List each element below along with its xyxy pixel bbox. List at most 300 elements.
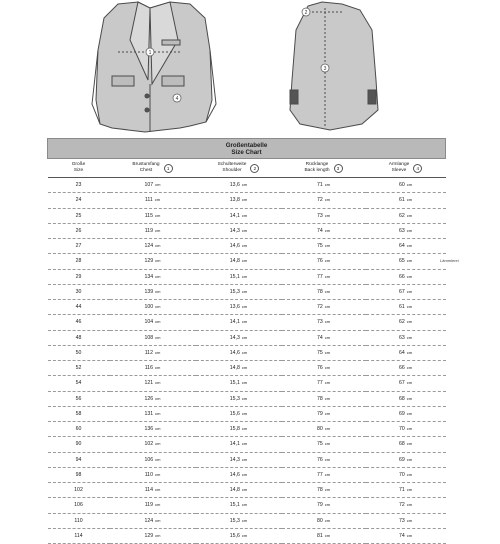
column-label-en: Size xyxy=(73,168,84,173)
cell-value: 46 xyxy=(75,319,82,326)
unit-label: cm xyxy=(155,380,161,386)
unit-label: cm xyxy=(241,471,248,477)
cell-value: 134 xyxy=(144,273,154,280)
table-cell xyxy=(48,437,110,452)
cell-value: 74 xyxy=(398,532,405,539)
table-cell xyxy=(282,361,366,376)
unit-label: cm xyxy=(155,288,161,294)
unit-label: cm xyxy=(406,532,413,538)
table-row xyxy=(48,223,446,238)
table-cell xyxy=(366,315,446,330)
unit-label: cm xyxy=(324,273,331,279)
table-cell xyxy=(48,284,110,299)
cell-value: 66 xyxy=(398,273,405,280)
table-cell xyxy=(110,254,196,269)
table-cell xyxy=(282,467,366,482)
unit-label: cm xyxy=(155,273,161,279)
cell-value: 124 xyxy=(144,517,154,524)
table-cell xyxy=(282,284,366,299)
unit-label: cm xyxy=(406,182,413,188)
unit-label: cm xyxy=(241,304,248,310)
column-label-de: Rücklange xyxy=(305,162,329,168)
cell-value: 75 xyxy=(316,349,323,356)
table-row xyxy=(48,178,446,193)
cell-value: 68 xyxy=(398,395,405,402)
column-header-2 xyxy=(196,159,282,178)
unit-label: cm xyxy=(154,227,161,233)
unit-label: cm xyxy=(324,243,331,249)
cell-value: 106 xyxy=(74,502,83,509)
table-cell xyxy=(282,391,366,406)
unit-label: cm xyxy=(406,395,413,401)
cell-value: 14,3 xyxy=(229,334,240,341)
cell-value: 110 xyxy=(144,471,153,478)
column-header-label xyxy=(389,162,410,173)
unit-label: cm xyxy=(406,410,413,416)
table-cell xyxy=(366,483,446,498)
unit-label: cm xyxy=(155,319,161,325)
table-cell xyxy=(110,528,196,543)
table-cell xyxy=(282,208,366,223)
table-cell xyxy=(366,437,446,452)
table-cell xyxy=(196,178,282,193)
unit-label: cm xyxy=(324,380,331,386)
cell-value: 14,6 xyxy=(229,471,240,478)
cell-value: 124 xyxy=(144,243,154,250)
cell-value: 13,6 xyxy=(229,182,240,189)
table-row xyxy=(48,254,446,269)
cell-value: 67 xyxy=(398,380,405,387)
unit-label: cm xyxy=(155,243,161,249)
unit-label: cm xyxy=(241,258,248,264)
table-cell xyxy=(196,376,282,391)
unit-label: cm xyxy=(324,334,331,340)
title-en: Size Chart xyxy=(231,148,262,156)
unit-label: cm xyxy=(155,441,161,447)
table-cell xyxy=(110,437,196,452)
table-cell xyxy=(282,345,366,360)
cell-value: 126 xyxy=(144,395,154,402)
table-cell xyxy=(48,376,110,391)
unit-label: cm xyxy=(406,426,413,432)
table-cell xyxy=(282,376,366,391)
column-header-label xyxy=(218,162,247,173)
unit-label: cm xyxy=(241,273,248,279)
cell-value: 72 xyxy=(316,197,323,204)
unit-label: cm xyxy=(241,182,248,188)
column-header-label xyxy=(304,162,329,173)
cell-value: 28 xyxy=(75,258,82,265)
table-row xyxy=(48,406,446,421)
unit-label: cm xyxy=(241,410,248,416)
unit-label: cm xyxy=(154,502,161,508)
table-row xyxy=(48,498,446,513)
unit-label: cm xyxy=(241,426,248,432)
table-cell xyxy=(366,467,446,482)
table-cell xyxy=(282,330,366,345)
table-cell xyxy=(48,300,110,315)
cell-value: 14,8 xyxy=(229,258,240,265)
cell-value: 76 xyxy=(316,456,323,463)
cell-value: 13,6 xyxy=(229,304,240,311)
cell-value: 106 xyxy=(144,456,154,463)
table-cell xyxy=(282,178,366,193)
table-cell xyxy=(48,513,110,528)
cell-value: 54 xyxy=(75,380,82,387)
unit-label: cm xyxy=(241,365,248,371)
cell-value: 60 xyxy=(398,182,405,189)
cell-value: 114 xyxy=(144,487,153,494)
table-cell xyxy=(196,223,282,238)
unit-label: cm xyxy=(241,349,248,355)
table-cell xyxy=(282,452,366,467)
cell-value: 72 xyxy=(398,502,405,509)
table-cell xyxy=(196,437,282,452)
unit-label: cm xyxy=(155,517,161,523)
table-cell xyxy=(196,391,282,406)
table-row xyxy=(48,284,446,299)
table-row xyxy=(48,391,446,406)
unit-label: cm xyxy=(406,502,413,508)
table-cell xyxy=(110,178,196,193)
table-cell xyxy=(110,223,196,238)
unit-label: cm xyxy=(155,258,161,264)
cell-value: 114 xyxy=(74,532,83,539)
cell-value: 15,6 xyxy=(229,532,240,539)
cell-value: 71 xyxy=(316,182,323,189)
cell-value: 80 xyxy=(316,426,323,433)
table-cell xyxy=(48,223,110,238)
unit-label: cm xyxy=(324,212,331,218)
unit-label: cm xyxy=(241,441,248,447)
cell-value: 67 xyxy=(398,288,405,295)
unit-label: cm xyxy=(324,304,331,310)
side-note: Lämmlerei xyxy=(440,258,459,263)
cell-value: 78 xyxy=(316,288,323,295)
unit-label: cm xyxy=(406,456,413,462)
unit-label: cm xyxy=(406,349,413,355)
svg-text:1: 1 xyxy=(148,50,152,56)
cell-value: 64 xyxy=(398,243,405,250)
unit-label: cm xyxy=(155,456,161,462)
table-cell xyxy=(48,452,110,467)
unit-label: cm xyxy=(154,471,161,477)
column-header-4 xyxy=(366,159,446,178)
cell-value: 94 xyxy=(75,456,82,463)
cell-value: 15,1 xyxy=(229,273,240,280)
unit-label: cm xyxy=(406,212,413,218)
svg-text:4: 4 xyxy=(175,96,179,102)
cell-value: 111 xyxy=(144,197,153,204)
jacket-illustration xyxy=(0,0,500,140)
cell-value: 58 xyxy=(75,410,82,417)
unit-label: cm xyxy=(406,288,413,294)
cell-value: 73 xyxy=(316,212,323,219)
unit-label: cm xyxy=(406,273,413,279)
table-cell xyxy=(48,391,110,406)
table-cell xyxy=(110,498,196,513)
column-label-en: Sleeve xyxy=(391,168,407,173)
front-marker-4 xyxy=(173,94,181,102)
cell-value: 73 xyxy=(316,319,323,326)
cell-value: 15,8 xyxy=(229,426,240,433)
table-cell xyxy=(110,406,196,421)
cell-value: 79 xyxy=(316,410,323,417)
unit-label: cm xyxy=(155,304,161,310)
table-cell xyxy=(48,498,110,513)
table-cell xyxy=(196,452,282,467)
table-cell xyxy=(110,208,196,223)
column-label-en: Chest xyxy=(139,168,153,173)
table-cell xyxy=(48,467,110,482)
size-chart-title xyxy=(48,139,446,159)
table-cell xyxy=(282,513,366,528)
unit-label: cm xyxy=(324,410,331,416)
cell-value: 76 xyxy=(316,258,323,265)
cell-value: 108 xyxy=(144,334,154,341)
column-header-3 xyxy=(282,159,366,178)
cell-value: 44 xyxy=(75,304,82,311)
cell-value: 77 xyxy=(316,273,323,280)
table-cell xyxy=(110,239,196,254)
unit-label: cm xyxy=(406,334,413,340)
table-cell xyxy=(48,330,110,345)
size-chart-table xyxy=(47,138,446,544)
column-label-de: Brustumfang xyxy=(132,162,160,168)
table-cell xyxy=(366,391,446,406)
cell-value: 102 xyxy=(144,441,154,448)
size-rows xyxy=(48,178,446,544)
table-cell xyxy=(196,208,282,223)
table-cell xyxy=(366,406,446,421)
table-row xyxy=(48,361,446,376)
table-cell xyxy=(48,406,110,421)
cell-value: 79 xyxy=(316,502,323,509)
unit-label: cm xyxy=(324,258,331,264)
cell-value: 78 xyxy=(316,395,323,402)
cell-value: 24 xyxy=(75,197,82,204)
table-cell xyxy=(110,284,196,299)
cell-value: 104 xyxy=(144,319,154,326)
cell-value: 48 xyxy=(75,334,82,341)
cell-value: 14,6 xyxy=(229,349,240,356)
table-cell xyxy=(282,193,366,208)
unit-label: cm xyxy=(406,258,413,264)
cell-value: 66 xyxy=(398,365,405,372)
cell-value: 25 xyxy=(75,212,82,219)
cell-value: 116 xyxy=(144,365,153,372)
table-row xyxy=(48,422,446,437)
table-cell xyxy=(282,254,366,269)
table-cell xyxy=(196,269,282,284)
unit-label: cm xyxy=(241,456,248,462)
unit-label: cm xyxy=(324,349,331,355)
unit-label: cm xyxy=(241,334,248,340)
cell-value: 90 xyxy=(75,441,82,448)
cell-value: 78 xyxy=(316,487,323,494)
table-cell xyxy=(282,223,366,238)
table-cell xyxy=(282,437,366,452)
cell-value: 121 xyxy=(144,380,154,387)
unit-label: cm xyxy=(241,395,248,401)
unit-label: cm xyxy=(324,227,331,233)
jacket-back-drawing xyxy=(290,2,378,130)
table-cell xyxy=(366,178,446,193)
unit-label: cm xyxy=(406,319,413,325)
cell-value: 80 xyxy=(316,517,323,524)
unit-label: cm xyxy=(406,380,413,386)
table-cell xyxy=(366,254,446,269)
unit-label: cm xyxy=(324,456,331,462)
cell-value: 129 xyxy=(144,258,154,265)
unit-label: cm xyxy=(324,517,331,523)
table-cell xyxy=(366,208,446,223)
table-row xyxy=(48,376,446,391)
cell-value: 14,8 xyxy=(229,487,240,494)
table-cell xyxy=(110,330,196,345)
cell-value: 102 xyxy=(74,487,83,494)
cell-value: 81 xyxy=(316,532,323,539)
cell-value: 72 xyxy=(316,304,323,311)
cell-value: 63 xyxy=(398,227,405,234)
unit-label: cm xyxy=(241,243,248,249)
cell-value: 14,1 xyxy=(229,212,240,219)
unit-label: cm xyxy=(155,182,161,188)
cell-value: 131 xyxy=(144,410,154,417)
table-cell xyxy=(48,528,110,543)
table-row xyxy=(48,300,446,315)
unit-label: cm xyxy=(241,227,248,233)
cell-value: 71 xyxy=(398,487,405,494)
table-cell xyxy=(48,483,110,498)
table-cell xyxy=(110,300,196,315)
column-header-label xyxy=(72,162,86,173)
table-row xyxy=(48,437,446,452)
table-cell xyxy=(196,528,282,543)
column-label-de: Große xyxy=(71,162,86,168)
unit-label: cm xyxy=(406,304,413,310)
cell-value: 14,1 xyxy=(229,319,240,326)
table-row xyxy=(48,315,446,330)
table-cell xyxy=(196,406,282,421)
cell-value: 74 xyxy=(316,227,323,234)
cell-value: 129 xyxy=(144,532,154,539)
table-cell xyxy=(282,315,366,330)
cell-value: 75 xyxy=(316,441,323,448)
column-header-0 xyxy=(48,159,110,178)
table-cell xyxy=(366,376,446,391)
title-de: Großentabelle xyxy=(225,141,268,149)
column-label-en: Back length xyxy=(304,168,330,173)
table-cell xyxy=(110,422,196,437)
cell-value: 107 xyxy=(144,182,154,189)
back-marker-2 xyxy=(302,8,310,16)
table-cell xyxy=(366,498,446,513)
table-cell xyxy=(196,284,282,299)
unit-label: cm xyxy=(241,288,248,294)
table-row xyxy=(48,467,446,482)
cell-value: 61 xyxy=(398,304,405,311)
unit-label: cm xyxy=(241,532,248,538)
measure-marker: 3 xyxy=(334,164,343,173)
jacket-front-drawing xyxy=(92,2,216,132)
cell-value: 70 xyxy=(398,471,405,478)
cell-value: 14,1 xyxy=(229,441,240,448)
front-marker-1 xyxy=(146,48,154,56)
table-cell xyxy=(48,315,110,330)
cell-value: 14,3 xyxy=(229,456,240,463)
column-label-de: Schulterweite xyxy=(217,162,247,168)
unit-label: cm xyxy=(406,365,413,371)
table-cell xyxy=(366,452,446,467)
table-cell xyxy=(366,269,446,284)
unit-label: cm xyxy=(324,426,331,432)
table-cell xyxy=(48,239,110,254)
unit-label: cm xyxy=(324,487,331,493)
cell-value: 70 xyxy=(398,426,405,433)
unit-label: cm xyxy=(324,395,331,401)
table-cell xyxy=(196,330,282,345)
cell-value: 112 xyxy=(144,349,153,356)
unit-label: cm xyxy=(155,334,161,340)
table-row xyxy=(48,330,446,345)
cell-value: 52 xyxy=(75,365,82,372)
unit-label: cm xyxy=(241,517,248,523)
cell-value: 65 xyxy=(398,258,405,265)
table-cell xyxy=(282,406,366,421)
table-cell xyxy=(110,361,196,376)
unit-label: cm xyxy=(154,197,161,203)
unit-label: cm xyxy=(406,243,413,249)
table-row xyxy=(48,269,446,284)
cell-value: 15,3 xyxy=(229,395,240,402)
table-row xyxy=(48,208,446,223)
unit-label: cm xyxy=(241,212,248,218)
table-cell xyxy=(366,361,446,376)
table-cell xyxy=(366,345,446,360)
table-cell xyxy=(282,239,366,254)
cell-value: 62 xyxy=(398,319,405,326)
table-cell xyxy=(48,254,110,269)
unit-label: cm xyxy=(406,471,413,477)
cell-value: 14,8 xyxy=(229,365,240,372)
unit-label: cm xyxy=(406,487,413,493)
table-cell xyxy=(196,254,282,269)
unit-label: cm xyxy=(154,212,161,218)
cell-value: 15,6 xyxy=(229,410,240,417)
column-label-de: Armlange xyxy=(388,162,410,168)
unit-label: cm xyxy=(324,182,331,188)
table-cell xyxy=(366,223,446,238)
cell-value: 27 xyxy=(75,243,82,250)
cell-value: 136 xyxy=(144,426,154,433)
unit-label: cm xyxy=(154,349,161,355)
table-cell xyxy=(196,483,282,498)
table-cell xyxy=(110,376,196,391)
table-cell xyxy=(48,422,110,437)
column-header-1 xyxy=(110,159,196,178)
table-cell xyxy=(366,513,446,528)
cell-value: 119 xyxy=(144,227,153,234)
unit-label: cm xyxy=(324,197,331,203)
cell-value: 14,3 xyxy=(229,227,240,234)
measure-marker: 1 xyxy=(164,164,173,173)
cell-value: 15,3 xyxy=(229,288,240,295)
unit-label: cm xyxy=(324,471,331,477)
cell-value: 77 xyxy=(316,380,323,387)
table-cell xyxy=(196,300,282,315)
table-cell xyxy=(366,239,446,254)
